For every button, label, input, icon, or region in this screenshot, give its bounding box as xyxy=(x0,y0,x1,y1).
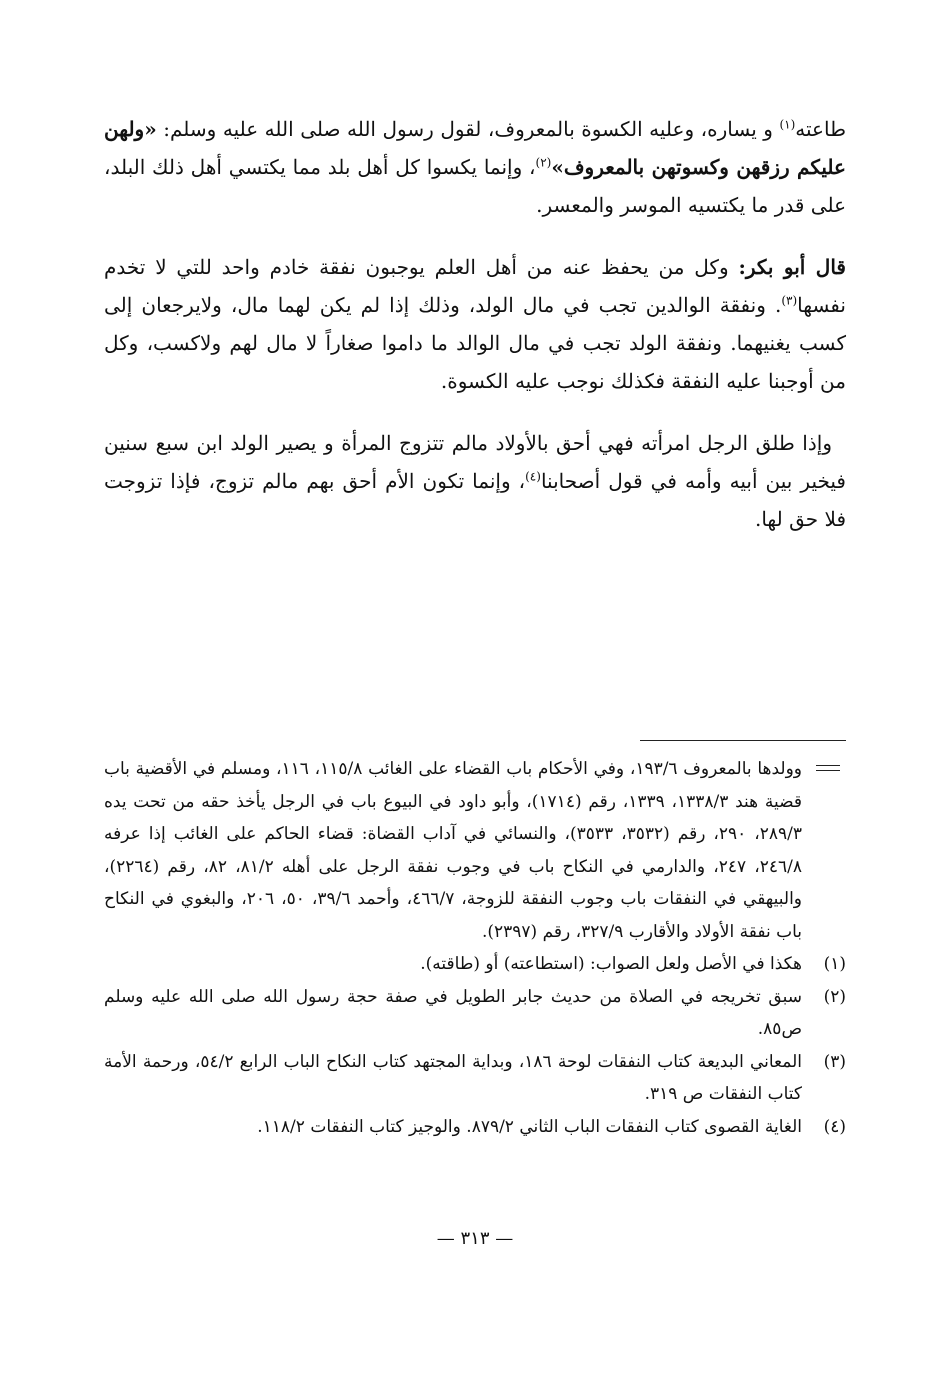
footnotes-section xyxy=(104,740,846,1143)
footnote-3-marker: (٣) xyxy=(823,1051,846,1072)
footnote-2 xyxy=(104,981,846,1046)
footnote-continued xyxy=(104,753,846,948)
footnote-ref-4: (٤) xyxy=(525,469,541,484)
footnote-continued-text: وولدها بالمعروف ١٩٣/٦، وفي الأحكام باب القضاء على الغائب ١١٥/٨، ١١٦، ومسلم في الأقضية باب قضية هند ١٣٣٨/٣، ١٣٣٩، رقم (١٧١٤)، وأبو داود في البيوع باب في الرجل يأخذ حقه من تحت يده ٢٨٩/٣، ٢٩٠، رقم (٣٥٣٢، ٣٥٣٣)، والنسائي في آداب القضاة: قضاء الحاكم على الغائب إذا عرفه ٢٤٦/٨، ٢٤٧، والدارمي في النكاح باب في وجوب نفقة الرجل على أهله ٨١/٢، ٨٢، رقم (٢٢٦٤)، والبيهقي في النفقات باب وجوب النفقة للزوجة، ٤٦٦/٧، وأحمد ٣٩/٦، ٥٠، ٢٠٦، والبغوي في النكاح باب نفقة الأولاد والأقارب ٣٢٧/٩، رقم (٢٣٩٧). xyxy=(104,759,803,942)
footnote-4 xyxy=(104,1111,846,1144)
speaker-lead: قال أبو بكر: xyxy=(738,255,846,279)
footnote-1-marker: (١) xyxy=(823,954,846,974)
continuation-mark-icon xyxy=(816,765,840,775)
footnote-3 xyxy=(104,1046,846,1111)
hadith-quote: «ولهن عليكم رزقهن وكسوتهن بالمعروف» xyxy=(104,117,846,179)
paragraph-1-text-a: طاعته xyxy=(795,117,846,141)
footnote-ref-3: (٣) xyxy=(781,293,798,308)
paragraph-2-text-a: وكل من يحفظ عنه من أهل العلم يوجبون نفقة خادم واحد للتي لا تخدم نفسها xyxy=(104,255,846,317)
footnote-1-text: هكذا في الأصل ولعل الصواب: (استطاعته) أو (طاقته). xyxy=(420,954,802,974)
paragraph-1-text-b: و يساره، وعليه الكسوة بالمعروف، لقول رسول الله صلى الله عليه وسلم: xyxy=(156,117,780,141)
footnote-ref-1: (١) xyxy=(779,117,796,132)
footnote-ref-2: (٢) xyxy=(535,155,552,170)
footnote-4-text: الغاية القصوى كتاب النفقات الباب الثاني ٨٧٩/٢. والوجيز كتاب النفقات ١١٨/٢. xyxy=(257,1116,802,1137)
paragraph-3-text-a: وإذا طلق الرجل امرأته فهي أحق بالأولاد مالم تتزوج المرأة و يصير الولد ابن سبع سنين فيخير بين أبيه وأمه في قول أصحابنا xyxy=(104,431,846,493)
footnote-3-text: المعاني البديعة كتاب النفقات لوحة ١٨٦، وبداية المجتهد كتاب النكاح الباب الرابع ٥٤/٢، ورحمة الأمة كتاب النفقات ص ٣١٩. xyxy=(104,1051,802,1104)
footnote-separator xyxy=(640,740,846,741)
paragraph-2-text-b: . ونفقة الوالدين تجب في مال الولد، وذلك إذا لم يكن لهما مال، ولايرجعان إلى كسب يغنيهما. ونفقة الولد تجب في مال الوالد ما داموا صغاراً لا مال لهم ولاكسب، وكل من أوجبنا عليه النفقة فكذلك نوجب عليه الكسوة. xyxy=(104,293,846,393)
main-text xyxy=(104,110,846,562)
paragraph-3-text-b: ، وإنما تكون الأم أحق بهم مالم تزوج، فإذا تزوجت فلا حق لها. xyxy=(104,469,846,531)
footnote-4-marker: (٤) xyxy=(823,1116,846,1137)
footnote-2-text: سبق تخريجه في الصلاة من حديث جابر الطويل في صفة حجة رسول الله صلى الله عليه وسلم ص٨٥. xyxy=(104,986,802,1039)
footnote-1 xyxy=(104,948,846,981)
paragraph-1 xyxy=(104,110,846,224)
paragraph-1-text-c: ، وإنما يكسوا كل أهل بلد مما يكتسي أهل ذلك البلد، على قدر ما يكتسيه الموسر والمعسر. xyxy=(104,155,846,217)
paragraph-3 xyxy=(104,424,846,538)
footnote-2-marker: (٢) xyxy=(823,986,846,1007)
page-number: — ٣١٣ — xyxy=(436,1228,514,1249)
paragraph-2 xyxy=(104,248,846,400)
